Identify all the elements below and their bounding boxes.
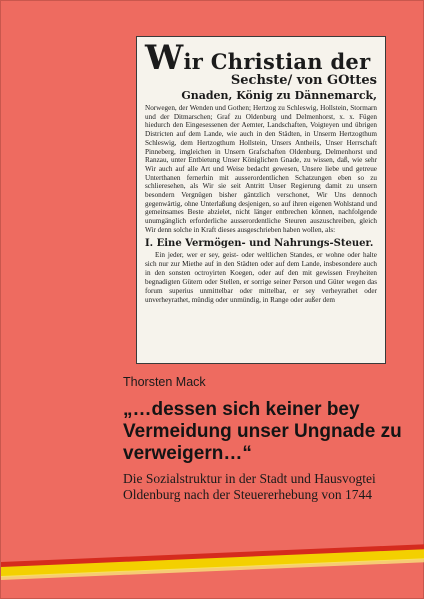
document-heading-line1 bbox=[145, 38, 377, 78]
author-name: Thorsten Mack bbox=[123, 375, 206, 389]
book-subtitle: Die Sozialstruktur in der Stadt und Hausvogtei Oldenburg nach der Steuererhebung von 1744 bbox=[123, 471, 376, 502]
document-section-heading: I. Eine Vermögen- und Nahrungs-Steuer. bbox=[145, 237, 374, 249]
document-heading-initial: W bbox=[145, 38, 184, 78]
document-heading-line3: Gnaden, König zu Dännemarck, bbox=[181, 89, 377, 102]
document-section-text: Ein jeder, wer er sey, geist- oder weltlichen Standes, er wohne oder halte sich nur zur Miethe auf in den Städten oder auf dem Lande, insbesondere auch in den sonsten octroyirten Koegen, oder auf den mit gewissen Freyheiten begnadigten Gütern oder Stellen, er sorrige seiner Person und Güter wegen das forum superius unmittelbar oder mittelbar, er sey verheyrathet oder unverheyrathet, mündig oder unmündig, in Range oder außer dem bbox=[145, 250, 377, 304]
document-body-text: Norwegen, der Wenden und Gothen; Hertzog zu Schleswig, Hollstein, Stormarn und der Ditmarschen; Graf zu Oldenburg und Delmenhorst, x. x. Fügen hiedurch den Eingesessenen der Aemter, Landschaften, Voigteyen und übrigen Districten auf dem Lande, wie auch in den Städten, in Unserm Hertzogthum Schleswig, dem Hertzogthum Hollstein, Unsers Antheils, Unser Herrschaft Pinneberg, imgleichen in Unsern Grafschaften Oldenburg, Delmenhorst und Ranzau, unter Entbietung Unser Königlichen Gnade, zu wissen, daß, wie sehr Wir auch auf alle Art und Weise bedacht gewesen, Unsere liebe und getreue Unterthanen fernerhin mit ausserordentlichen Schatzungen eben so zu schlieresehen, als Wir sie seit Antritt Unser Regierung damit zu unsern besondern Vergnügen bisher gäntzlich verschonet, Wir Uns dennoch gegenwärtig, ohne Unterlaßung desjenigen, so auf ihren eigenen Wohlstand und gemeinsames Beste abzielet, nicht länger entbrechen können, nachfolgende unumgänglich erforderliche ausserordentliche Steuren auszuschreiben, gleich Wir denn solche in Kraft dieses ausgeschrieben haben wollen, als: bbox=[145, 104, 377, 234]
document-heading-line2: Sechste/ von GOttes bbox=[230, 73, 377, 88]
document-heading-line1-rest: ir Christian der bbox=[183, 49, 371, 74]
historical-document-image bbox=[136, 36, 386, 364]
book-title: „…dessen sich keiner bey Vermeidung unser Ungnade zu verweigern…“ bbox=[123, 399, 402, 464]
